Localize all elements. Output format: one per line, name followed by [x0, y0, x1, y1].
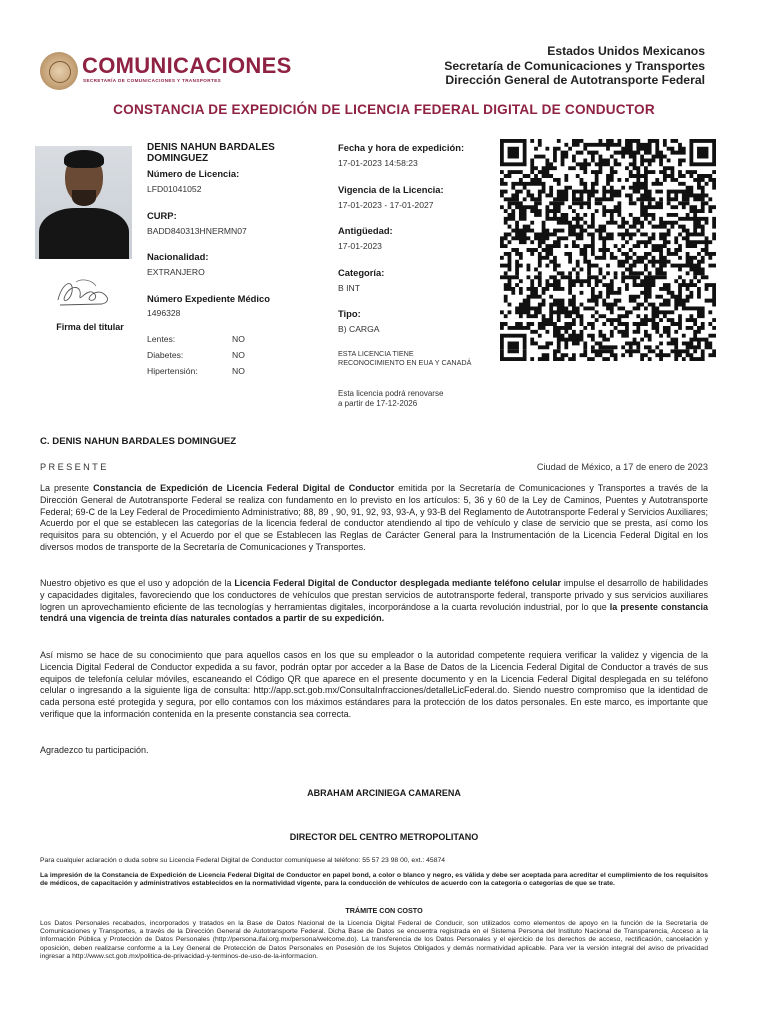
qr-code-icon [500, 139, 716, 361]
salutation: PRESENTE [40, 462, 109, 472]
lenses-label: Lentes: [147, 334, 176, 344]
recognition-line-1: ESTA LICENCIA TIENE [338, 349, 414, 358]
recipient-name: C. DENIS NAHUN BARDALES DOMINGUEZ [40, 436, 237, 447]
curp-label: CURP: [147, 210, 177, 221]
lenses-value: NO [232, 334, 245, 344]
license-number-label: Número de Licencia: [147, 168, 240, 179]
renewal-line-2: a partir de 17-12-2026 [338, 398, 418, 408]
letter-date: Ciudad de México, a 17 de enero de 2023 [536, 462, 708, 472]
holder-photo [35, 146, 132, 259]
issued-value: 17-01-2023 14:58:23 [338, 158, 418, 168]
coat-of-arms-seal-icon [40, 52, 78, 90]
recognition-note [338, 350, 471, 367]
brand-logo-text: COMUNICACIONES [82, 53, 292, 78]
print-validity-note: La impresión de la Constancia de Expedición de Licencia Federal Digital de Conductor en papel bond, a color o blanco y negro, es válida y debe ser aceptada para acreditar el cumplimiento de los requisitos de médicos, de capacitación y administrativos establecidos en la normatividad vigente, para la conducción de vehículos de acuerdo con la categoría o categorías de que se trate. [40, 872, 708, 888]
diabetes-value: NO [232, 350, 245, 360]
diabetes-label: Diabetes: [147, 350, 184, 360]
issuer-directorate: Dirección General de Autotransporte Federal [445, 73, 705, 87]
license-number-value: LFD01041052 [147, 184, 202, 194]
contact-phone-note: Para cualquier aclaración o duda sobre su Licencia Federal Digital de Conductor comuníquese al teléfono: 55 57 23 98 00, ext.: 45874 [40, 857, 446, 864]
nationality-label: Nacionalidad: [147, 251, 209, 262]
fee-notice: TRÁMITE CON COSTO [345, 906, 423, 915]
signer-name: ABRAHAM ARCINIEGA CAMARENA [307, 788, 461, 798]
validity-value: 17-01-2023 - 17-01-2027 [338, 200, 434, 210]
type-label: Tipo: [338, 308, 361, 319]
seniority-value: 17-01-2023 [338, 241, 382, 251]
issuer-secretariat: Secretaría de Comunicaciones y Transportes [444, 58, 705, 73]
brand-logo-subtext: SECRETARÍA DE COMUNICACIONES Y TRANSPORTES [83, 78, 222, 83]
issued-label: Fecha y hora de expedición: [338, 142, 465, 153]
renewal-note [338, 389, 443, 408]
validity-label: Vigencia de la Licencia: [338, 184, 444, 195]
paragraph-legal-basis: La presente Constancia de Expedición de Licencia Federal Digital de Conductor emitida por la Secretaría de Comunicaciones y Transportes a través de la Dirección General de Autotransporte Federal se realiza con fundamento en lo previsto en los artículos: 5, 36 y 60 de la Ley de Caminos, Puentes y Autotransporte Federal; 69-C de la Ley Federal de Procedimiento Administrativo; 88, 89 , 90, 91, 92, 93, 93-A, y 93-B del Reglamento de Autotransporte Federal y Servicios Auxiliares; Acuerdo por el que se establecen las categorías de la licencia federal de conductor atendiendo al tipo de vehículo y clase de servicio que se presta, así como los requisitos para su obtención, y el Acuerdo por el que se Establecen las Reglas de Carácter General para la Instrumentación de la Licencia Federal Digital en los diversos modos de transporte de la Secretaría de Comunicaciones y Transportes. [40, 483, 708, 552]
category-value: B INT [338, 283, 360, 293]
hypertension-label: Hipertensión: [147, 366, 198, 376]
paragraph-verification: Así mismo se hace de su conocimiento que para aquellos casos en los que su empleador o la autoridad competente requiera verificar la validez y vigencia de la Licencia Digital Federal de Conductor expedida a su favor, podrán optar por acceder a la Base de Datos de la Licencia Federal Digital de Conductor a través de sus equipos de telefonía celular móviles, escaneando el Código QR que aparece en el presente documento y en la Licencia Federal Digital desplegada en su teléfono celular o ingresando a la siguiente liga de consulta: http://app.sct.gob.mx/ConsultaInfracciones/detalleLicFederal.do. Siendo nuestro compromiso que la identidad de cada persona esté protegida y segura, por ello contamos con los máximos estándares para la protección de los datos personales. En este marco, es importante que verifique que la información contenida en la presente constancia sea correcta. [40, 650, 708, 719]
qr-modules [500, 139, 716, 361]
issuer-block [444, 44, 705, 88]
thanks-line: Agradezco tu participación. [40, 745, 149, 755]
paragraph-objective: Nuestro objetivo es que el uso y adopción de la Licencia Federal Digital de Conductor desplegada mediante teléfono celular impulse el desarrollo de habilidades y capacidades digitales, favoreciendo que los conductores de vehículos que prestan servicios de autotransporte federal, transporte privado y sus servicios auxiliares logren un aprovechamiento eficiente de las tecnologías y herramientas digitales, incorporándose a la cuarta revolución industrial, por lo que la presente constancia tendrá una vigencia de treinta días naturales contados a partir de su expedición. [40, 578, 708, 624]
privacy-notice: Los Datos Personales recabados, incorporados y tratados en la Base de Datos Nacional de la Licencia Digital Federal de Conducir, son utilizados como elementos de apoyo en la función de la Secretaría de Comunicaciones y Transportes, a través de la Dirección General de Autotransporte Federal. Dicha Base de Datos se encuentra registrada en el Sistema Persona del Instituto Nacional de Transparencia, Acceso a la Información Pública y Protección de Datos Personales (http://persona.ifai.org.mx/persona/welcome.do). La transferencia de los Datos Personales y el ejercicio de los derechos de acceso, rectificación, cancelación y oposición, deben realizarse conforme a la Ley General de Protección de Datos Personales en Posesión de los Sujetos Obligados y demás normatividad aplicable. Para ver la versión integral del aviso de privacidad ingresar a http://www.sct.gob.mx/politica-de-privacidad-y-terminos-de-uso-de-la-informacion. [40, 920, 708, 960]
issuer-country: Estados Unidos Mexicanos [547, 44, 705, 58]
type-value: B) CARGA [338, 324, 380, 334]
nationality-value: EXTRANJERO [147, 267, 205, 277]
holder-name: DENIS NAHUN BARDALES DOMINGUEZ [147, 142, 275, 164]
seniority-label: Antigüedad: [338, 225, 393, 236]
category-label: Categoría: [338, 267, 385, 278]
handwritten-signature-icon [52, 272, 114, 312]
curp-value: BADD840313HNERMN07 [147, 226, 247, 236]
signer-title: DIRECTOR DEL CENTRO METROPOLITANO [289, 832, 479, 842]
signature-label: Firma del titular [56, 322, 124, 332]
hypertension-value: NO [232, 366, 245, 376]
renewal-line-1: Esta licencia podrá renovarse [338, 389, 444, 398]
document-title: CONSTANCIA DE EXPEDICIÓN DE LICENCIA FEDERAL DIGITAL DE CONDUCTOR [113, 102, 655, 117]
medical-record-label: Número Expediente Médico [147, 293, 270, 304]
recognition-line-2: RECONOCIMIENTO EN EUA Y CANADÁ [338, 357, 472, 367]
medical-record-value: 1496328 [147, 308, 181, 318]
